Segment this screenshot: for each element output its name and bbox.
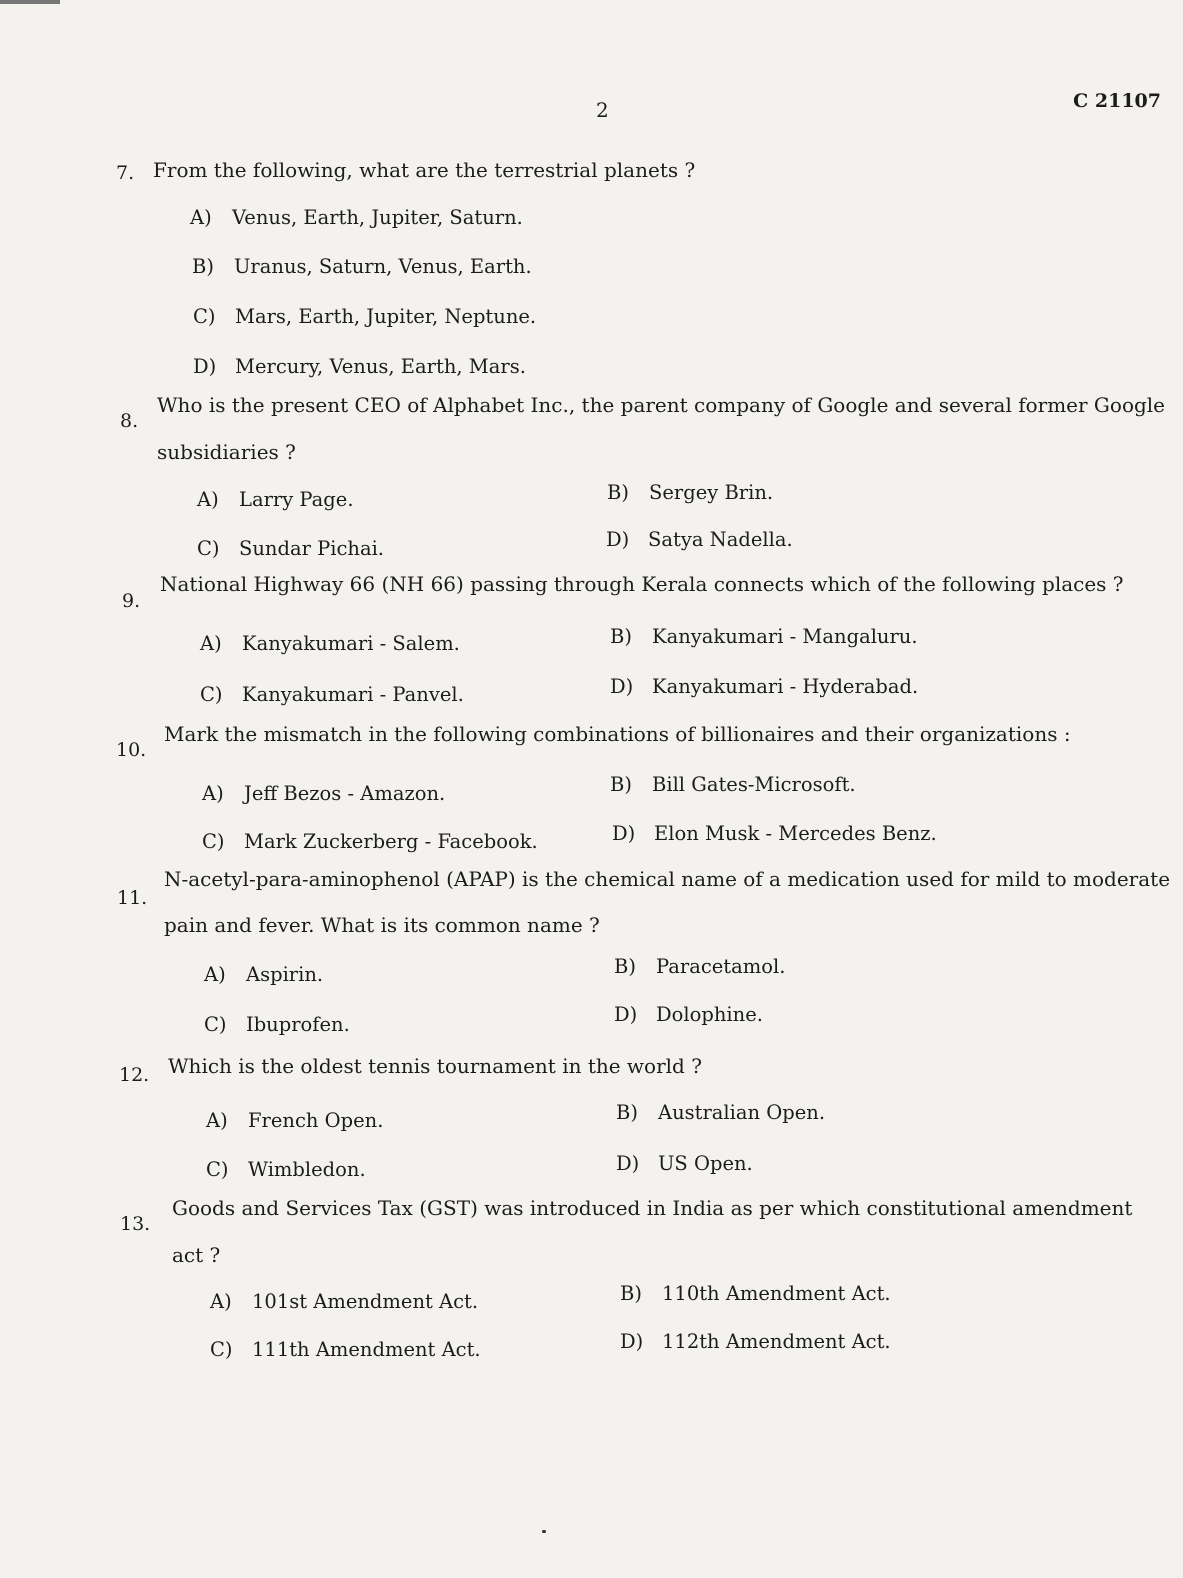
- option-letter: A): [200, 632, 222, 655]
- option-text: Wimbledon.: [248, 1158, 366, 1181]
- option-text: 112th Amendment Act.: [662, 1330, 891, 1353]
- option-letter: B): [610, 773, 632, 796]
- option-text: 111th Amendment Act.: [252, 1338, 481, 1361]
- question-number: 7.: [116, 162, 135, 184]
- option-b: [620, 1282, 891, 1305]
- option-text: Elon Musk - Mercedes Benz.: [654, 822, 937, 845]
- question-number: 9.: [122, 590, 141, 612]
- option-letter: D): [193, 355, 217, 378]
- option-letter: C): [197, 537, 220, 560]
- option-letter: B): [620, 1282, 642, 1305]
- question-text-line-2: act ?: [172, 1243, 221, 1267]
- option-c: [210, 1338, 481, 1361]
- option-letter: B): [610, 625, 632, 648]
- option-text: Mercury, Venus, Earth, Mars.: [235, 355, 526, 378]
- option-d: [606, 528, 793, 551]
- option-letter: B): [607, 481, 629, 504]
- option-text: 101st Amendment Act.: [252, 1290, 479, 1313]
- option-letter: B): [614, 955, 636, 978]
- option-text: Mark Zuckerberg - Facebook.: [244, 830, 538, 853]
- option-d: [193, 355, 526, 378]
- option-letter: A): [190, 206, 212, 229]
- option-letter: D): [616, 1152, 640, 1175]
- option-d: [616, 1152, 753, 1175]
- option-letter: C): [210, 1338, 233, 1361]
- option-letter: B): [616, 1101, 638, 1124]
- option-text: Jeff Bezos - Amazon.: [244, 782, 446, 805]
- option-a: [204, 963, 323, 986]
- question-text-line-2: pain and fever. What is its common name ?: [164, 913, 600, 937]
- option-letter: C): [206, 1158, 229, 1181]
- question-number: 10.: [116, 739, 147, 761]
- option-text: 110th Amendment Act.: [662, 1282, 891, 1305]
- option-text: Dolophine.: [656, 1003, 763, 1026]
- option-letter: D): [620, 1330, 644, 1353]
- option-a: [206, 1109, 383, 1132]
- option-letter: C): [200, 683, 223, 706]
- option-c: [193, 305, 536, 328]
- option-letter: B): [192, 255, 214, 278]
- option-b: [616, 1101, 825, 1124]
- option-letter: A): [210, 1290, 232, 1313]
- question-text: Which is the oldest tennis tournament in the world ?: [168, 1054, 702, 1078]
- question-text: Who is the present CEO of Alphabet Inc., the parent company of Google and several former Google: [157, 393, 1166, 417]
- stray-mark: [542, 1530, 546, 1533]
- option-letter: C): [204, 1013, 227, 1036]
- option-letter: D): [614, 1003, 638, 1026]
- option-text: Aspirin.: [246, 963, 324, 986]
- option-d: [620, 1330, 891, 1353]
- option-d: [614, 1003, 763, 1026]
- question-text: From the following, what are the terrestrial planets ?: [153, 158, 696, 182]
- option-text: Uranus, Saturn, Venus, Earth.: [234, 255, 532, 278]
- option-a: [197, 488, 354, 511]
- option-d: [610, 675, 918, 698]
- option-text: Kanyakumari - Salem.: [242, 632, 460, 655]
- option-b: [610, 625, 918, 648]
- option-text: Sundar Pichai.: [239, 537, 385, 560]
- option-letter: D): [612, 822, 636, 845]
- option-letter: A): [202, 782, 224, 805]
- option-letter: D): [606, 528, 630, 551]
- question-number: 13.: [120, 1213, 151, 1235]
- option-a: [210, 1290, 478, 1313]
- option-text: Ibuprofen.: [246, 1013, 350, 1036]
- option-text: Kanyakumari - Mangaluru.: [652, 625, 918, 648]
- option-text: French Open.: [248, 1109, 384, 1132]
- option-text: Larry Page.: [239, 488, 354, 511]
- option-c: [200, 683, 464, 706]
- option-b: [607, 481, 773, 504]
- option-c: [197, 537, 384, 560]
- option-letter: C): [202, 830, 225, 853]
- option-d: [612, 822, 937, 845]
- option-letter: A): [206, 1109, 228, 1132]
- option-text: Sergey Brin.: [649, 481, 774, 504]
- option-c: [206, 1158, 366, 1181]
- option-letter: A): [204, 963, 226, 986]
- page-number: 2: [596, 98, 609, 122]
- option-text: Bill Gates-Microsoft.: [652, 773, 856, 796]
- option-a: [202, 782, 445, 805]
- option-text: Venus, Earth, Jupiter, Saturn.: [232, 206, 523, 229]
- paper-code: C 21107: [1073, 90, 1161, 112]
- question-number: 11.: [117, 887, 148, 909]
- option-text: Satya Nadella.: [648, 528, 793, 551]
- option-b: [192, 255, 532, 278]
- option-letter: C): [193, 305, 216, 328]
- option-text: US Open.: [658, 1152, 753, 1175]
- option-letter: A): [197, 488, 219, 511]
- question-number: 12.: [119, 1064, 150, 1086]
- option-text: Kanyakumari - Hyderabad.: [652, 675, 919, 698]
- question-text: Goods and Services Tax (GST) was introduced in India as per which constitutional amendment: [172, 1196, 1133, 1220]
- question-text-line-2: subsidiaries ?: [157, 440, 296, 464]
- option-text: Australian Open.: [658, 1101, 826, 1124]
- option-a: [190, 206, 523, 229]
- question-number: 8.: [120, 410, 139, 432]
- option-b: [610, 773, 856, 796]
- question-text: Mark the mismatch in the following combinations of billionaires and their organizations :: [164, 722, 1071, 746]
- option-text: Paracetamol.: [656, 955, 786, 978]
- option-c: [202, 830, 538, 853]
- option-letter: D): [610, 675, 634, 698]
- question-text: National Highway 66 (NH 66) passing through Kerala connects which of the following places ?: [160, 572, 1124, 596]
- option-c: [204, 1013, 350, 1036]
- option-b: [614, 955, 785, 978]
- option-text: Kanyakumari - Panvel.: [242, 683, 464, 706]
- option-a: [200, 632, 460, 655]
- scan-edge: [0, 0, 60, 4]
- question-text: N-acetyl-para-aminophenol (APAP) is the chemical name of a medication used for mild to moderate: [164, 867, 1171, 891]
- option-text: Mars, Earth, Jupiter, Neptune.: [235, 305, 537, 328]
